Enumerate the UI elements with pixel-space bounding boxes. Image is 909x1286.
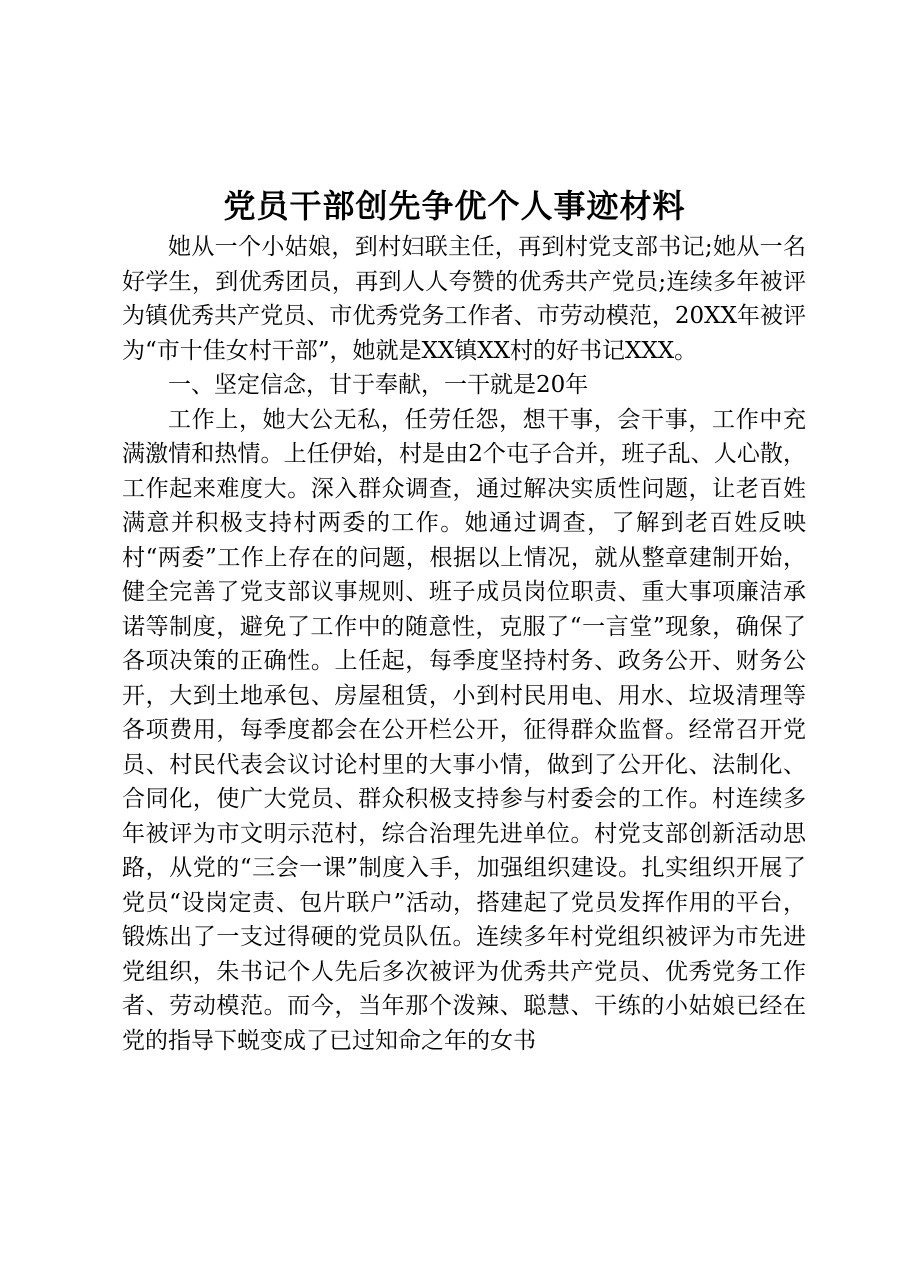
section-heading: 一、坚定信念，甘于奉献，一干就是20年 xyxy=(168,372,589,398)
document-body xyxy=(122,230,806,1058)
paragraph-intro: 她从一个小姑娘，到村妇联主任，再到村党支部书记;她从一名好学生，到优秀团员，再到人人夸赞的优秀共产党员;连续多年被评为镇优秀共产党员、市优秀党务工作者、市劳动模范，20XX年被评为“市十佳女村干部”，她就是XX镇XX村的好书记XXX。 xyxy=(122,234,806,364)
document-title: 党员干部创先争优个人事迹材料 xyxy=(223,187,686,226)
paragraph-work: 工作上，她大公无私，任劳任怨，想干事，会干事，工作中充满激情和热情。上任伊始，村是由2个屯子合并，班子乱、人心散，工作起来难度大。深入群众调查，通过解决实质性问题，让老百姓满意并积极支持村两委的工作。她通过调查，了解到老百姓反映村“两委”工作上存在的问题，根据以上情况，就从整章建制开始，健全完善了党支部议事规则、班子成员岗位职责、重大事项廉洁承诺等制度，避免了工作中的随意性，克服了“一言堂”现象，确保了各项决策的正确性。上任起，每季度坚持村务、政务公开、财务公开，大到土地承包、房屋租赁，小到村民用电、用水、垃圾清理等各项费用，每季度都会在公开栏公开，征得群众监督。经常召开党员、村民代表会议讨论村里的大事小情，做到了公开化、法制化、合同化，使广大党员、群众积极支持参与村委会的工作。村连续多年被评为市文明示范村，综合治理先进单位。村党支部创新活动思路，从党的“三会一课”制度入手，加强组织建设。扎实组织开展了党员“设岗定责、包片联户”活动，搭建起了党员发挥作用的平台，锻炼出了一支过得硬的党员队伍。连续多年村党组织被评为市先进党组织，朱书记个人先后多次被评为优秀共产党员、优秀党务工作者、劳动模范。而今，当年那个泼辣、聪慧、干练的小姑娘已经在党的指导下蜕变成了已过知命之年的女书 xyxy=(122,406,806,1054)
